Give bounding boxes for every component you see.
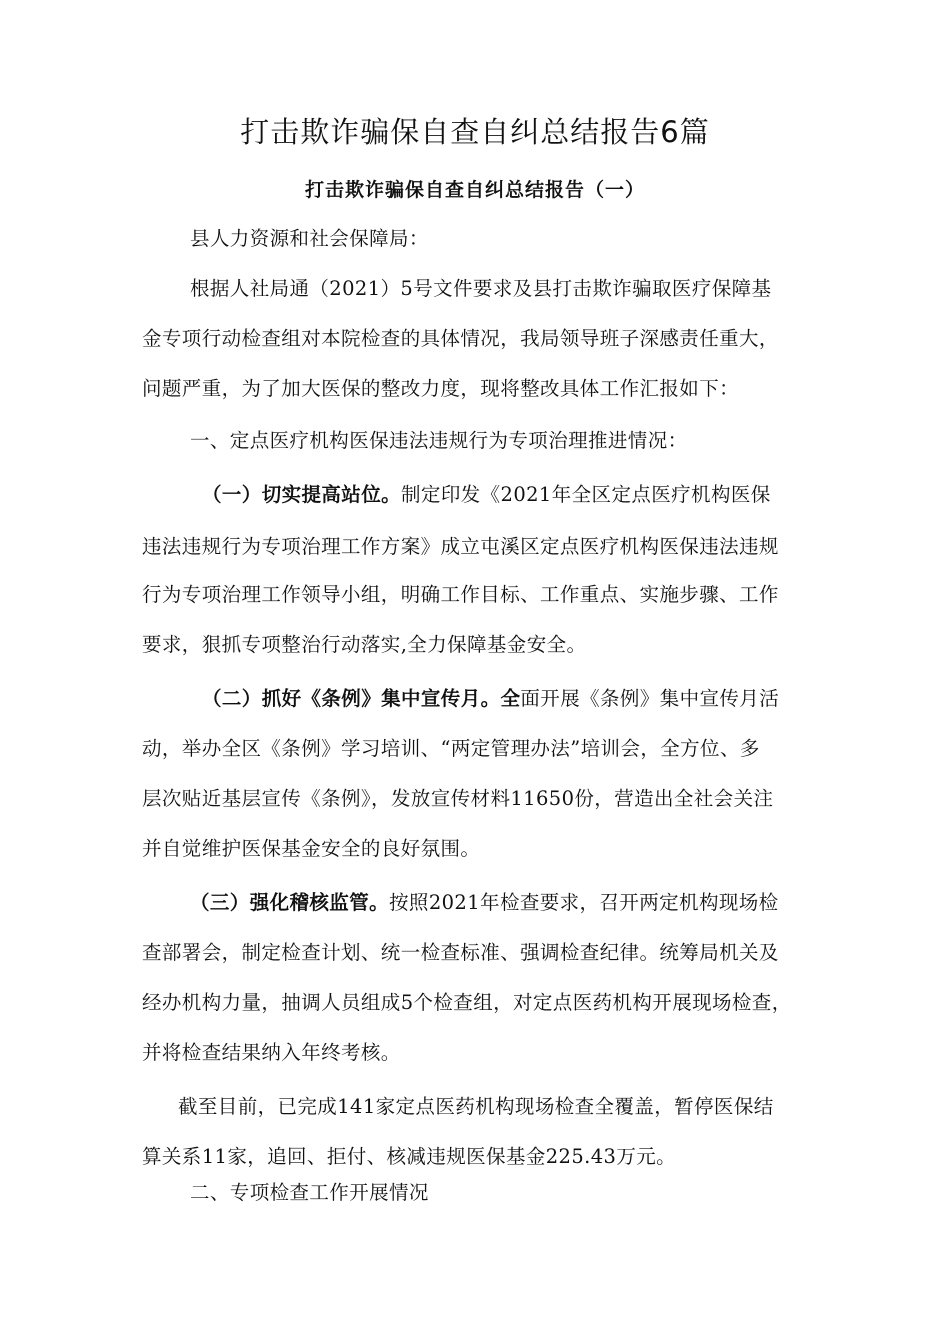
item-3-line-4: 并将检查结果纳入年终考核。: [142, 1041, 401, 1064]
progress-line-2: 算关系11家，追回、拒付、核减违规医保基金225.43万元。: [142, 1145, 677, 1168]
salutation: 县人力资源和社会保障局：: [190, 227, 429, 250]
section-1-heading: 一、定点医疗机构医保违法违规行为专项治理推进情况：: [190, 429, 688, 452]
item-1-line-3: 行为专项治理工作领导小组，明确工作目标、工作重点、实施步骤、工作: [142, 583, 779, 606]
item-3-line-3: 经办机构力量，抽调人员组成5个检查组，对定点医药机构开展现场检查，: [142, 991, 792, 1014]
item-2-line-2: 动，举办全区《条例》学习培训、“两定管理办法”培训会，全方位、多: [142, 737, 760, 760]
intro-line-1: 根据人社局通（2021）5号文件要求及县打击欺诈骗取医疗保障基: [190, 277, 772, 300]
item-2-line-3: 层次贴近基层宣传《条例》，发放宣传材料11650份，营造出全社会关注: [142, 787, 774, 810]
document-title: 打击欺诈骗保自查自纠总结报告6篇: [240, 115, 710, 149]
progress-line-1: 截至目前，已完成141家定点医药机构现场检查全覆盖，暂停医保结: [178, 1095, 774, 1118]
intro-line-2: 金专项行动检查组对本院检查的具体情况，我局领导班子深感责任重大，: [142, 327, 779, 350]
item-2-line-1-rest: 面开展《条例》集中宣传月活: [520, 687, 780, 710]
item-1-line-4: 要求，狠抓专项整治行动落实,全力保障基金安全。: [142, 633, 587, 656]
document-subtitle: 打击欺诈骗保自查自纠总结报告（一）: [304, 179, 645, 201]
section-2-heading: 二、专项检查工作开展情况: [190, 1181, 429, 1204]
item-3-line-1: [190, 890, 779, 916]
item-1-line-1-rest: 制定印发《2021年全区定点医疗机构医保: [401, 483, 771, 506]
item-1-line-2: 违法违规行为专项治理工作方案》成立屯溪区定点医疗机构医保违法违规: [142, 535, 779, 558]
item-1-line-1: [202, 482, 771, 508]
intro-line-3: 问题严重，为了加大医保的整改力度，现将整改具体工作汇报如下：: [142, 377, 740, 400]
item-3-lead: （三）强化稽核监管。: [190, 891, 390, 914]
item-1-lead: （一）切实提高站位。: [202, 483, 402, 506]
item-2-line-1: [202, 686, 779, 712]
item-3-line-1-rest: 按照2021年检查要求，召开两定机构现场检: [389, 891, 779, 914]
item-3-line-2: 查部署会，制定检查计划、统一检查标准、强调检查纪律。统筹局机关及: [142, 941, 779, 964]
item-2-lead: （二）抓好《条例》集中宣传月。全: [202, 687, 521, 710]
item-2-line-4: 并自觉维护医保基金安全的良好氛围。: [142, 837, 481, 860]
